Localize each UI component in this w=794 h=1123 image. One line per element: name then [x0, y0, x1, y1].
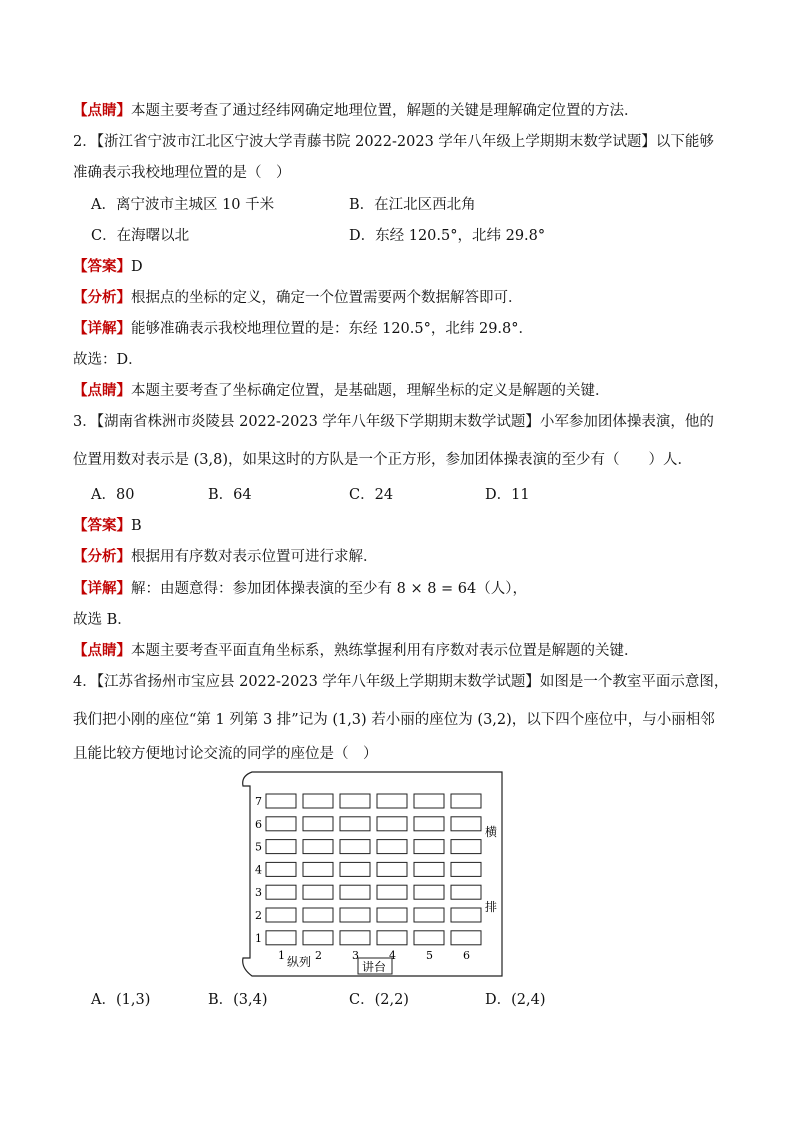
- q2-option-c: C．在海曙以北: [91, 228, 190, 244]
- desk: [451, 931, 481, 945]
- q4-stem-1: 如图是一个教室平面示意图，: [539, 674, 729, 690]
- row-label: 2: [255, 909, 262, 922]
- desk: [266, 840, 296, 854]
- desk: [303, 885, 333, 899]
- column-label: 6: [463, 949, 470, 962]
- row-label: 5: [255, 840, 262, 854]
- q2-option-a: A．离宁波市主城区 10 千米: [91, 197, 275, 213]
- q3-fenxi-line: [73, 547, 378, 567]
- classroom-diagram: [240, 768, 505, 980]
- q3-xiangjie: 解：由题意得：参加团体操表演的至少有 8 × 8 = 64（人），: [131, 581, 527, 597]
- xiangjie-tag: 【详解】: [73, 580, 131, 597]
- answer-tag: 【答案】: [73, 517, 131, 534]
- row-label: 7: [255, 795, 262, 808]
- desk: [340, 931, 370, 945]
- row-label: 1: [255, 931, 262, 945]
- desk: [377, 794, 407, 808]
- dianjing-tag: 【点睛】: [73, 642, 131, 659]
- q2-answer-line: [73, 257, 143, 277]
- desk: [303, 794, 333, 808]
- desk: [303, 840, 333, 854]
- desk: [451, 794, 481, 808]
- desk: [266, 817, 296, 831]
- desk: [414, 931, 444, 945]
- q4-option-b: B．(3,4): [208, 992, 268, 1008]
- q4-option-d: D．(2,4): [485, 992, 546, 1008]
- row-label: 3: [255, 886, 262, 900]
- dianjing-tag: 【点睛】: [73, 102, 131, 119]
- row-caption-pai: 排: [485, 900, 498, 914]
- q4-source: 【江苏省扬州市宝应县 2022-2023 学年八年级上学期期末数学试题】: [96, 674, 540, 690]
- desk: [451, 885, 481, 899]
- q3-fenxi: 根据用有序数对表示位置可进行求解．: [131, 549, 378, 565]
- desk: [414, 817, 444, 831]
- desk: [303, 817, 333, 831]
- q3-stem-line-1: [73, 412, 714, 432]
- podium-label: 讲台: [362, 960, 387, 974]
- column-label: 4: [389, 949, 396, 962]
- q3-option-c: C．24: [349, 487, 394, 503]
- q2-option-d: D．东经 120.5°，北纬 29.8°: [349, 228, 546, 244]
- row-label: 4: [255, 863, 262, 877]
- desk: [451, 840, 481, 854]
- q2-fenxi-line: [73, 288, 523, 308]
- desk: [340, 862, 370, 876]
- answer-tag: 【答案】: [73, 258, 131, 275]
- column-caption: 纵列: [287, 955, 312, 969]
- column-label: 1: [278, 949, 285, 962]
- classroom-outline: [243, 772, 502, 976]
- q3-stem-2: 位置用数对表示是 (3,8)，如果这时的方队是一个正方形，参加团体操表演的至少有（ ）人．: [73, 452, 692, 468]
- dianjing-tag: 【点睛】: [73, 382, 131, 399]
- desk: [303, 908, 333, 922]
- q2-fenxi: 根据点的坐标的定义，确定一个位置需要两个数据解答即可．: [131, 290, 523, 306]
- desk: [377, 840, 407, 854]
- q2-stem-2: 准确表示我校地理位置的是（ ）: [73, 165, 291, 181]
- q2-dianjing-line: [73, 381, 610, 401]
- desk: [377, 862, 407, 876]
- desk: [266, 931, 296, 945]
- desk: [303, 862, 333, 876]
- row-label: 6: [255, 817, 262, 831]
- q3-answer-line: [73, 516, 142, 536]
- q2-stem-line-1: [73, 132, 714, 152]
- desk: [414, 794, 444, 808]
- q4-number: 4．: [73, 674, 97, 690]
- row-caption-heng: 横: [485, 825, 498, 839]
- q4-stem-line-3: [73, 744, 378, 764]
- q2-choose: 故选：D．: [73, 352, 143, 368]
- q3-dianjing-line: [73, 641, 639, 661]
- desk: [377, 817, 407, 831]
- q2-number: 2．: [73, 134, 97, 150]
- q4-stem-line-2: [73, 710, 715, 730]
- column-label: 5: [426, 949, 433, 962]
- q3-choose: 故选 B．: [73, 612, 132, 628]
- q1-dianjing-line: [73, 101, 639, 121]
- q2-dianjing: 本题主要考查了坐标确定位置，是基础题，理解坐标的定义是解题的关键．: [131, 383, 610, 399]
- desk: [340, 817, 370, 831]
- desk-grid: [266, 794, 481, 945]
- q4-option-a: A．(1,3): [91, 992, 151, 1008]
- desk: [377, 885, 407, 899]
- q3-source: 【湖南省株洲市炎陵县 2022-2023 学年八年级下学期期末数学试题】: [96, 414, 540, 430]
- q4-stem-line-1: [73, 672, 728, 692]
- column-label: 3: [352, 949, 359, 962]
- q4-option-c: C．(2,2): [349, 992, 409, 1008]
- q3-xiangjie-line: [73, 579, 527, 599]
- fenxi-tag: 【分析】: [73, 289, 131, 306]
- q4-stem-3: 且能比较方便地讨论交流的同学的座位是（ ）: [73, 746, 378, 762]
- desk: [266, 908, 296, 922]
- desk: [340, 885, 370, 899]
- column-label: 2: [315, 949, 322, 962]
- q3-number: 3．: [73, 414, 97, 430]
- desk: [266, 862, 296, 876]
- desk: [451, 817, 481, 831]
- desk: [377, 908, 407, 922]
- desk: [451, 908, 481, 922]
- q3-option-d: D．11: [485, 487, 530, 503]
- desk: [340, 794, 370, 808]
- desk: [303, 931, 333, 945]
- desk: [414, 862, 444, 876]
- q3-option-b: B．64: [208, 487, 252, 503]
- q2-stem-1: 以下能够: [655, 134, 714, 150]
- q1-dianjing-text: 本题主要考查了通过经纬网确定地理位置，解题的关键是理解确定位置的方法．: [131, 103, 639, 119]
- q3-dianjing: 本题主要考查平面直角坐标系，熟练掌握利用有序数对表示位置是解题的关键．: [131, 643, 639, 659]
- q2-xiangjie-line: [73, 319, 533, 339]
- desk: [414, 840, 444, 854]
- desk: [340, 840, 370, 854]
- desk: [451, 862, 481, 876]
- q2-answer: D: [131, 259, 143, 275]
- desk: [414, 885, 444, 899]
- xiangjie-tag: 【详解】: [73, 320, 131, 337]
- fenxi-tag: 【分析】: [73, 548, 131, 565]
- q3-answer: B: [131, 518, 142, 534]
- q3-stem-line-2: [73, 450, 692, 470]
- q2-xiangjie: 能够准确表示我校地理位置的是：东经 120.5°，北纬 29.8°．: [131, 321, 534, 337]
- desk: [266, 794, 296, 808]
- desk: [340, 908, 370, 922]
- q2-source: 【浙江省宁波市江北区宁波大学青藤书院 2022-2023 学年八年级上学期期末数学试题】: [96, 134, 656, 150]
- q3-stem-1: 小军参加团体操表演，他的: [539, 414, 714, 430]
- desk: [414, 908, 444, 922]
- q2-stem-line-2: [73, 163, 291, 183]
- q3-option-a: A．80: [91, 487, 135, 503]
- desk: [377, 931, 407, 945]
- q2-option-b: B．在江北区西北角: [349, 197, 476, 213]
- q4-stem-2: 我们把小刚的座位“第 1 列第 3 排”记为 (1,3) 若小丽的座位为 (3,2)，以下四个座位中，与小丽相邻: [73, 712, 715, 728]
- desk: [266, 885, 296, 899]
